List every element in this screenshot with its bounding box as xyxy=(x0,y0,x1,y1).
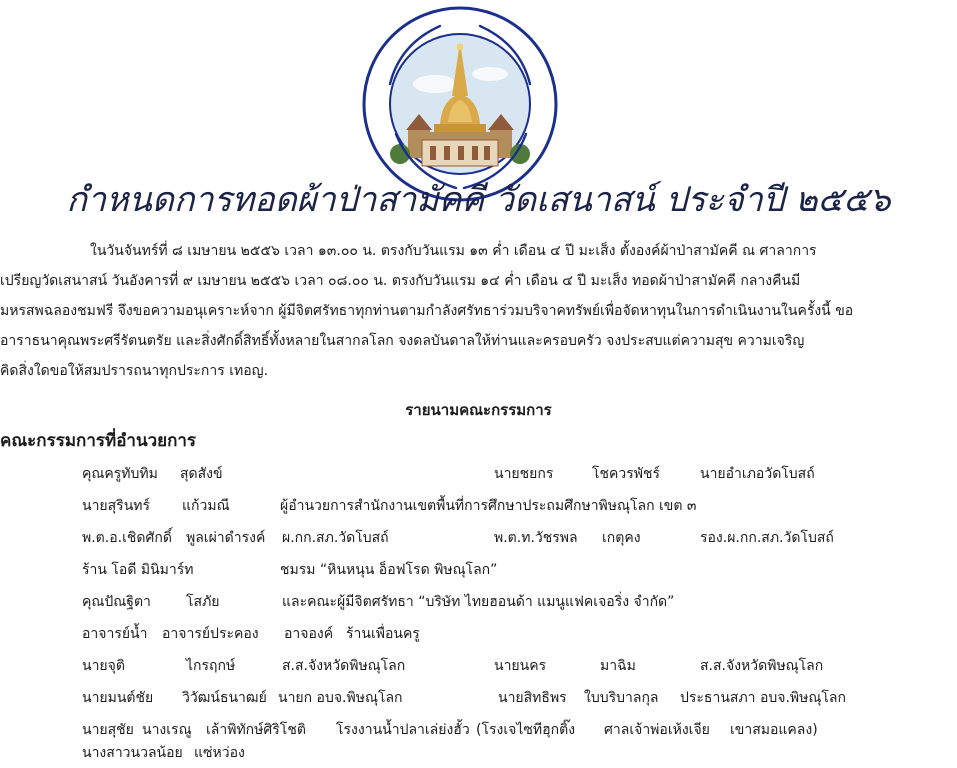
row-cell: ส.ส.จังหวัดพิษณุโลก xyxy=(282,658,406,674)
row-cell: นายสุชัย xyxy=(82,722,134,738)
row-cell: ร้าน โอดี มินิมาร์ท xyxy=(82,562,194,578)
row-cell: เล้าพิทักษ์ศิริโชติ xyxy=(206,722,306,738)
row-cell: คุณปัณฐิตา xyxy=(82,594,151,610)
row-cell: นายอำเภอวัดโบสถ์ xyxy=(700,466,815,482)
row-cell: นางเรณู xyxy=(142,722,192,738)
page-title: กำหนดการทอดผ้าป่าสามัคคี วัดเสนาสน์ ประจำปี ๒๕๕๖ xyxy=(66,180,891,220)
row-cell: เขาสมอแคลง) xyxy=(730,722,818,738)
row-cell: นางสาวนวลน้อย xyxy=(82,745,183,761)
row-cell: พ.ต.อ.เชิดศักดิ์ xyxy=(82,530,172,546)
row-cell: นายนคร xyxy=(494,658,547,674)
seal-graphic xyxy=(360,4,560,204)
row-cell: คุณครูทับทิม xyxy=(82,466,158,482)
row-cell: นายก อบจ.พิษณุโลก xyxy=(278,690,403,706)
row-cell: นายมนต์ชัย xyxy=(82,690,154,706)
row-cell: ประธานสภา อบจ.พิษณุโลก xyxy=(680,690,846,706)
row-cell: นายสิทธิพร xyxy=(498,690,567,706)
row-cell: อาจารย์น้ำ xyxy=(82,626,148,642)
row-cell: แซ่หว่อง xyxy=(194,745,245,761)
committee-heading: รายนามคณะกรรมการ xyxy=(405,401,552,419)
row-cell: ผ.กก.สภ.วัดโบสถ์ xyxy=(282,530,389,546)
row-cell: โชควรพัชร์ xyxy=(592,466,661,482)
paragraph-line: ในวันจันทร์ที่ ๘ เมษายน ๒๕๕๖ เวลา ๑๓.๐๐ น. ตรงกับวันแรม ๑๓ ค่ำ เดือน ๔ ปี มะเส็ง ตั้งองค์ผ้าป่าสามัคคี ณ ศาลาการ xyxy=(90,243,817,259)
row-cell: ใบบริบาลกุล xyxy=(584,690,659,706)
temple-seal-logo xyxy=(360,4,560,204)
row-cell: อาจารย์ประคอง xyxy=(162,626,259,642)
row-cell: ผู้อำนวยการสำนักงานเขตพื้นที่การศึกษาประถมศึกษาพิษณุโลก เขต ๓ xyxy=(280,498,697,514)
row-cell: ร้านเพื่อนครู xyxy=(346,626,420,642)
row-cell: สุดสังข์ xyxy=(180,466,223,482)
row-cell: เกตุคง xyxy=(602,530,641,546)
paragraph-line: อาราธนาคุณพระศรีรัตนตรัย และสิ่งศักดิ์สิทธิ์ทั้งหลายในสากลโลก จงดลบันดาลให้ท่านและครอบครัว จงประสบแต่ความสุข ความเจริญ xyxy=(0,333,805,349)
row-cell: ส.ส.จังหวัดพิษณุโลก xyxy=(700,658,824,674)
paragraph-line: คิดสิ่งใดขอให้สมปรารถนาทุกประการ เทอญ. xyxy=(0,363,269,379)
row-cell: โสภัย xyxy=(186,594,220,610)
row-cell: นายจุติ xyxy=(82,658,125,674)
section-heading: คณะกรรมการที่อำนวยการ xyxy=(0,431,197,451)
row-cell: พ.ต.ท.วัชรพล xyxy=(494,530,578,546)
row-cell: ไกรฤกษ์ xyxy=(186,658,236,674)
row-cell: โรงงานน้ำปลาเล่ย่งฮั้ว xyxy=(336,722,470,738)
row-cell: ศาลเจ้าพ่อเห้งเจีย xyxy=(604,722,710,738)
row-cell: นายชยกร xyxy=(494,466,554,482)
row-cell: (โรงเจไซทีฮุกติ๊ง xyxy=(476,722,576,738)
row-cell: ชมรม “หินหนุน อ็อฟโรด พิษณุโลก” xyxy=(280,562,498,578)
paragraph-line: เปรียญวัดเสนาสน์ วันอังคารที่ ๙ เมษายน ๒๕๕๖ เวลา ๐๘.๐๐ น. ตรงกับวันแรม ๑๔ ค่ำ เดือน ๔ ปี มะเส็ง ทอดผ้าป่าสามัคคี กลางคืนมี xyxy=(0,273,801,289)
row-cell: วิวัฒน์ธนาฒย์ xyxy=(182,690,267,706)
paragraph-line: มหรสพฉลองชมฟรี จึงขอความอนุเคราะห์จาก ผู้มีจิตศรัทธาทุกท่านตามกำลังศรัทธาร่วมบริจาคทรัพย์เพื่อจัดหาทุนในการดำเนินงานในครั้งนี้ ขอ xyxy=(0,303,854,319)
row-cell: แก้วมณี xyxy=(182,498,230,514)
row-cell: อาจองค์ xyxy=(284,626,334,642)
row-cell: และคณะผู้มีจิตศรัทธา “บริษัท ไทยฮอนด้า แมนูแฟคเจอริ่ง จำกัด” xyxy=(282,594,675,610)
row-cell: รอง.ผ.กก.สภ.วัดโบสถ์ xyxy=(700,530,834,546)
row-cell: พูลเผ่าดำรงค์ xyxy=(186,530,266,546)
announcement-paragraph xyxy=(0,236,950,386)
row-cell: นายสุรินทร์ xyxy=(82,498,151,514)
row-cell: มาฉิม xyxy=(600,658,636,674)
